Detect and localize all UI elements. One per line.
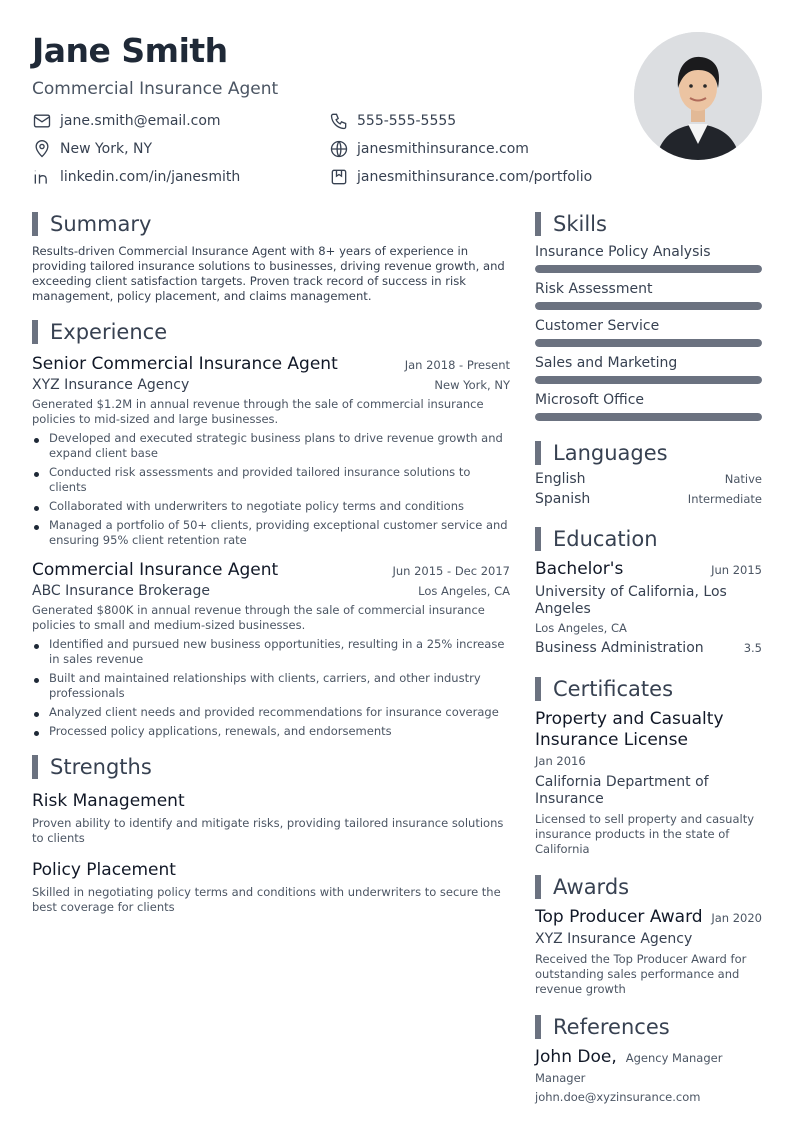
job-bullets <box>32 637 510 739</box>
language-level: Native <box>724 472 762 486</box>
education-field: Business Administration <box>535 640 704 656</box>
strength-title: Risk Management <box>32 791 185 811</box>
section-accent-bar <box>535 527 541 551</box>
skill-level-fill <box>535 302 762 310</box>
section-title: Strengths <box>50 755 152 779</box>
job-description: Generated $800K in annual revenue through the sale of commercial insurance policies to small and medium-sized businesses. <box>32 603 485 632</box>
skill-level-bar <box>535 265 762 273</box>
linkedin-icon <box>32 167 52 187</box>
skill-item <box>535 317 762 347</box>
languages-heading <box>535 441 762 465</box>
section-accent-bar <box>535 677 541 701</box>
skill-level-bar <box>535 413 762 421</box>
section-accent-bar <box>32 212 38 236</box>
job-dates: Jan 2018 - Present <box>404 358 510 372</box>
contact-email[interactable] <box>32 111 221 131</box>
certificate-issuer: California Department of Insurance <box>535 774 709 807</box>
contact-portfolio[interactable] <box>329 167 592 187</box>
skill-level-bar <box>535 302 762 310</box>
language-level: Intermediate <box>687 492 762 506</box>
job-entry <box>32 560 510 739</box>
strength-entry <box>32 860 510 915</box>
summary-text: Results-driven Commercial Insurance Agent with 8+ years of experience in providing tailored insurance solutions to businesses, driving revenue growth, and exceeding client satisfaction targets. Proven track record of success in risk management, policy placement, and claims management. <box>32 244 505 303</box>
profile-photo-image <box>634 32 762 160</box>
reference-role-line: Manager <box>535 1071 586 1085</box>
contact-location-text: New York, NY <box>60 141 153 157</box>
contact-linkedin[interactable] <box>32 167 240 187</box>
strength-title: Policy Placement <box>32 860 176 880</box>
strength-description: Skilled in negotiating policy terms and conditions with underwriters to secure the best coverage for clients <box>32 885 501 914</box>
contact-location <box>32 139 152 159</box>
reference-name: John Doe, <box>535 1047 617 1067</box>
reference-email[interactable]: john.doe@xyzinsurance.com <box>535 1090 701 1104</box>
award-title: Top Producer Award <box>535 907 703 927</box>
globe-icon <box>329 139 349 159</box>
candidate-title: Commercial Insurance Agent <box>32 79 279 99</box>
experience-heading <box>32 320 510 344</box>
section-title: Certificates <box>553 677 674 701</box>
job-bullets <box>32 431 510 548</box>
education-date: Jun 2015 <box>711 563 762 577</box>
section-accent-bar <box>535 1015 541 1039</box>
job-bullet: Developed and executed strategic business plans to drive revenue growth and expand client base <box>32 431 510 461</box>
phone-icon <box>329 111 349 131</box>
section-title: Education <box>553 527 658 551</box>
job-location: New York, NY <box>434 378 510 392</box>
profile-photo <box>634 32 762 160</box>
skill-level-fill <box>535 376 762 384</box>
skill-item <box>535 391 762 421</box>
job-bullet: Analyzed client needs and provided recommendations for insurance coverage <box>32 705 510 720</box>
award-description: Received the Top Producer Award for outstanding sales performance and revenue growth <box>535 952 747 996</box>
language-item <box>535 471 762 487</box>
skill-item <box>535 243 762 273</box>
job-location: Los Angeles, CA <box>418 584 510 598</box>
summary-heading <box>32 212 510 236</box>
job-bullet: Conducted risk assessments and provided tailored insurance solutions to clients <box>32 465 510 495</box>
certificate-description: Licensed to sell property and casualty insurance products in the state of California <box>535 812 755 856</box>
job-entry <box>32 354 510 548</box>
contact-email-text: jane.smith@email.com <box>60 113 221 129</box>
certificate-title: Property and Casualty Insurance License <box>535 709 724 750</box>
strength-entry <box>32 791 510 846</box>
education-entry <box>535 559 762 657</box>
job-bullet: Collaborated with underwriters to negotiate policy terms and conditions <box>32 499 510 514</box>
candidate-name: Jane Smith <box>32 31 228 70</box>
certificate-date: Jan 2016 <box>535 754 586 768</box>
skill-level-fill <box>535 265 762 273</box>
award-entry <box>535 907 762 997</box>
contact-portfolio-text: janesmithinsurance.com/portfolio <box>357 169 593 185</box>
certificate-entry <box>535 709 762 857</box>
job-title: Senior Commercial Insurance Agent <box>32 354 338 374</box>
references-heading <box>535 1015 762 1039</box>
section-title: Skills <box>553 212 607 236</box>
skill-level-fill <box>535 413 762 421</box>
skill-name: Risk Assessment <box>535 281 653 297</box>
right-column <box>535 212 762 1105</box>
section-accent-bar <box>32 320 38 344</box>
education-degree: Bachelor's <box>535 559 624 579</box>
skill-item <box>535 354 762 384</box>
section-accent-bar <box>535 441 541 465</box>
awards-heading <box>535 875 762 899</box>
skill-name: Customer Service <box>535 318 660 334</box>
award-issuer: XYZ Insurance Agency <box>535 931 693 947</box>
section-accent-bar <box>535 212 541 236</box>
strengths-heading <box>32 755 510 779</box>
reference-entry <box>535 1047 762 1105</box>
strength-description: Proven ability to identify and mitigate risks, providing tailored insurance solutions to clients <box>32 816 504 845</box>
skill-level-bar <box>535 339 762 347</box>
skills-list <box>535 243 762 421</box>
contact-phone[interactable] <box>329 111 456 131</box>
language-item <box>535 491 762 507</box>
certificates-heading <box>535 677 762 701</box>
contact-website-text: janesmithinsurance.com <box>357 141 529 157</box>
skill-level-fill <box>535 339 762 347</box>
section-title: Languages <box>553 441 668 465</box>
languages-list <box>535 471 762 507</box>
left-column <box>32 212 510 915</box>
section-title: References <box>553 1015 670 1039</box>
skill-name: Microsoft Office <box>535 392 645 408</box>
job-company: XYZ Insurance Agency <box>32 377 190 393</box>
email-icon <box>32 111 52 131</box>
education-location: Los Angeles, CA <box>535 621 627 635</box>
language-name: Spanish <box>535 491 591 507</box>
education-gpa: 3.5 <box>743 641 762 655</box>
job-bullet: Processed policy applications, renewals, and endorsements <box>32 724 510 739</box>
skill-name: Sales and Marketing <box>535 355 678 371</box>
section-title: Summary <box>50 212 152 236</box>
contact-linkedin-text: linkedin.com/in/janesmith <box>60 169 241 185</box>
section-accent-bar <box>535 875 541 899</box>
skill-level-bar <box>535 376 762 384</box>
skill-item <box>535 280 762 310</box>
portfolio-icon <box>329 167 349 187</box>
education-heading <box>535 527 762 551</box>
job-description: Generated $1.2M in annual revenue through the sale of commercial insurance policies to mid-sized and large businesses. <box>32 397 484 426</box>
skills-heading <box>535 212 762 236</box>
job-bullet: Identified and pursued new business opportunities, resulting in a 25% increase in sales revenue <box>32 637 510 667</box>
location-pin-icon <box>32 139 52 159</box>
education-school: University of California, Los Angeles <box>535 584 727 617</box>
contact-phone-text: 555-555-5555 <box>357 113 457 129</box>
contact-website[interactable] <box>329 139 529 159</box>
section-accent-bar <box>32 755 38 779</box>
language-name: English <box>535 471 586 487</box>
award-date: Jan 2020 <box>711 911 762 925</box>
job-bullet: Built and maintained relationships with clients, carriers, and other industry professionals <box>32 671 510 701</box>
job-company: ABC Insurance Brokerage <box>32 583 210 599</box>
job-title: Commercial Insurance Agent <box>32 560 279 580</box>
job-dates: Jun 2015 - Dec 2017 <box>392 564 510 578</box>
job-bullet: Managed a portfolio of 50+ clients, providing exceptional customer service and ensuring 95% client retention rate <box>32 518 510 548</box>
reference-role: Agency Manager <box>625 1051 723 1065</box>
skill-name: Insurance Policy Analysis <box>535 244 711 260</box>
section-title: Awards <box>553 875 630 899</box>
section-title: Experience <box>50 320 168 344</box>
